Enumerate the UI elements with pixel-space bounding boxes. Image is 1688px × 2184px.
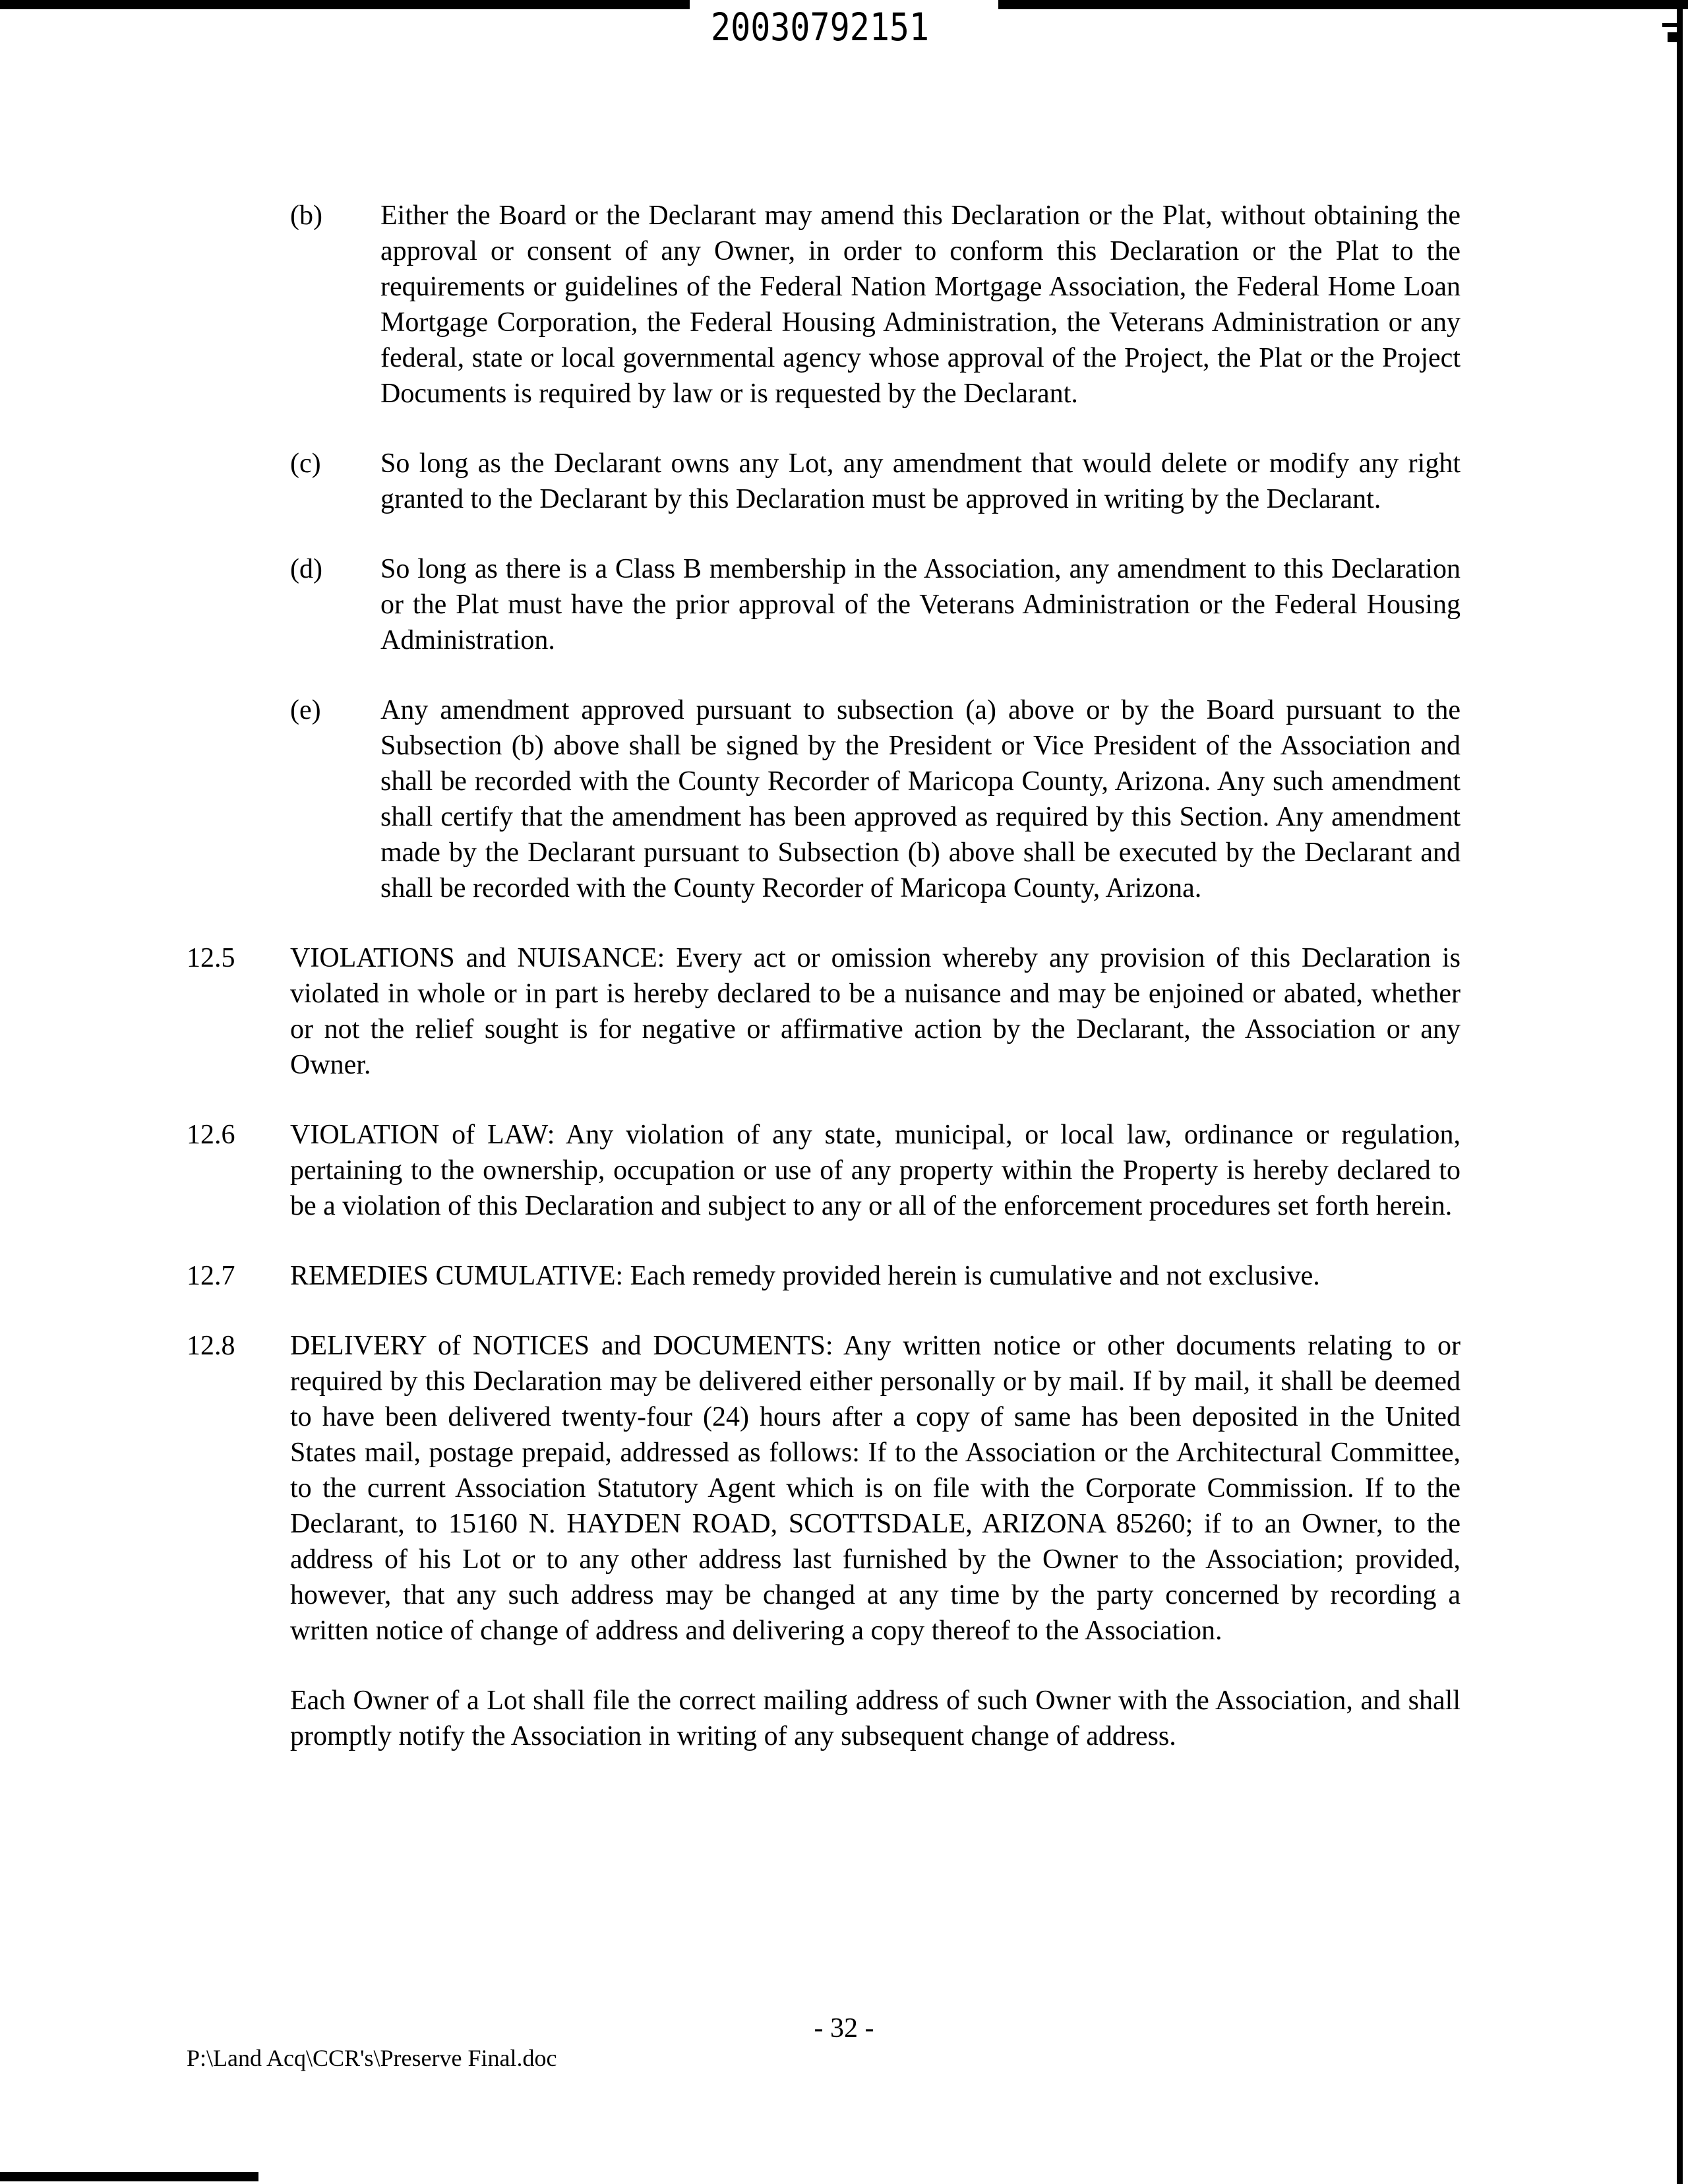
right-scan-edge-line [1677,0,1683,2184]
clause-d [187,551,1461,658]
clause-text: DELIVERY of NOTICES and DOCUMENTS: Any written notice or other documents relating to or required by this Declaration may be delivered either personally or by mail. If by mail, it shall be deemed to have been delivered twenty-four (24) hours after a copy of same has been deposited in the United States mail, postage prepaid, addressed as follows: If to the Association or the Architectural Committee, to the current Association Statutory Agent which is on file with the Corporate Commission. If to the Declarant, to 15160 N. HAYDEN ROAD, SCOTTSDALE, ARIZONA 85260; if to an Owner, to the address of his Lot or to any other address last furnished by the Owner to the Association; provided, however, that any such address may be changed at any time by the party concerned by recording a written notice of change of address and delivering a copy thereof to the Association. [290,1331,1461,1646]
clause-text: VIOLATIONS and NUISANCE: Every act or omission whereby any provision of this Declaration is violated in whole or in part is hereby declared to be a nuisance and may be enjoined or abated, whether or not the relief sought is for negative or affirmative action by the Declarant, the Association or any Owner. [290,943,1461,1080]
top-scan-bar-right [998,0,1688,9]
clause-text: Each Owner of a Lot shall file the correct mailing address of such Owner with the Association, and shall promptly notify the Association in writing of any subsequent change of address. [290,1685,1461,1751]
clause-text: So long as there is a Class B membership in the Association, any amendment to this Declaration or the Plat must have the prior approval of the Veterans Administration or the Federal Housing Administration. [380,554,1461,655]
clause-text: REMEDIES CUMULATIVE: Each remedy provided herein is cumulative and not exclusive. [290,1261,1320,1291]
footer-file-path: P:\Land Acq\CCR's\Preserve Final.doc [187,2045,557,2071]
clause-text: So long as the Declarant owns any Lot, any amendment that would delete or modify any right granted to the Declarant by this Declaration must be approved in writing by the Declarant. [380,448,1461,514]
clause-label: 12.5 [187,943,235,973]
document-content [187,198,1461,1754]
clause-label: 12.7 [187,1261,235,1291]
clause-b [187,198,1461,411]
clause-label: (d) [290,554,322,584]
clause-128 [187,1328,1461,1649]
clause-c [187,446,1461,517]
clause-label: (b) [290,200,322,231]
clause-label: 12.6 [187,1120,235,1150]
paragraph [187,1683,1461,1754]
top-scan-bar-left [0,0,690,9]
clause-e [187,692,1461,906]
clause-label: 12.8 [187,1331,235,1361]
clause-text: Either the Board or the Declarant may amend this Declaration or the Plat, without obtaining the approval or consent of any Owner, in order to conform this Declaration or the Plat to the requirements or guidelines of the Federal Nation Mortgage Association, the Federal Home Loan Mortgage Corporation, the Federal Housing Administration, the Veterans Administration or any federal, state or local governmental agency whose approval of the Project, the Plat or the Project Documents is required by law or is requested by the Declarant. [380,200,1461,409]
clause-125 [187,940,1461,1083]
clause-text: VIOLATION of LAW: Any violation of any state, municipal, or local law, ordinance or regulation, pertaining to the ownership, occupation or use of any property within the Property is hereby declared to be a violation of this Declaration and subject to any or all of the enforcement procedures set forth herein. [290,1120,1461,1221]
clause-126 [187,1117,1461,1224]
clause-127 [187,1258,1461,1294]
clause-label: (e) [290,695,321,725]
bottom-scan-mark [0,2172,258,2181]
scan-artifact [1662,23,1677,27]
scan-artifact [1668,32,1677,42]
clause-label: (c) [290,448,321,479]
recorder-stamp-number: 20030792151 [711,5,930,49]
clause-text: Any amendment approved pursuant to subsection (a) above or by the Board pursuant to the Subsection (b) above shall be signed by the President or Vice President of the Association and shall be recorded with the County Recorder of Maricopa County, Arizona. Any such amendment shall certify that the amendment has been approved as required by this Section. Any amendment made by the Declarant pursuant to Subsection (b) above shall be executed by the Declarant and shall be recorded with the County Recorder of Maricopa County, Arizona. [380,695,1461,903]
page-number: - 32 - [814,2013,874,2044]
